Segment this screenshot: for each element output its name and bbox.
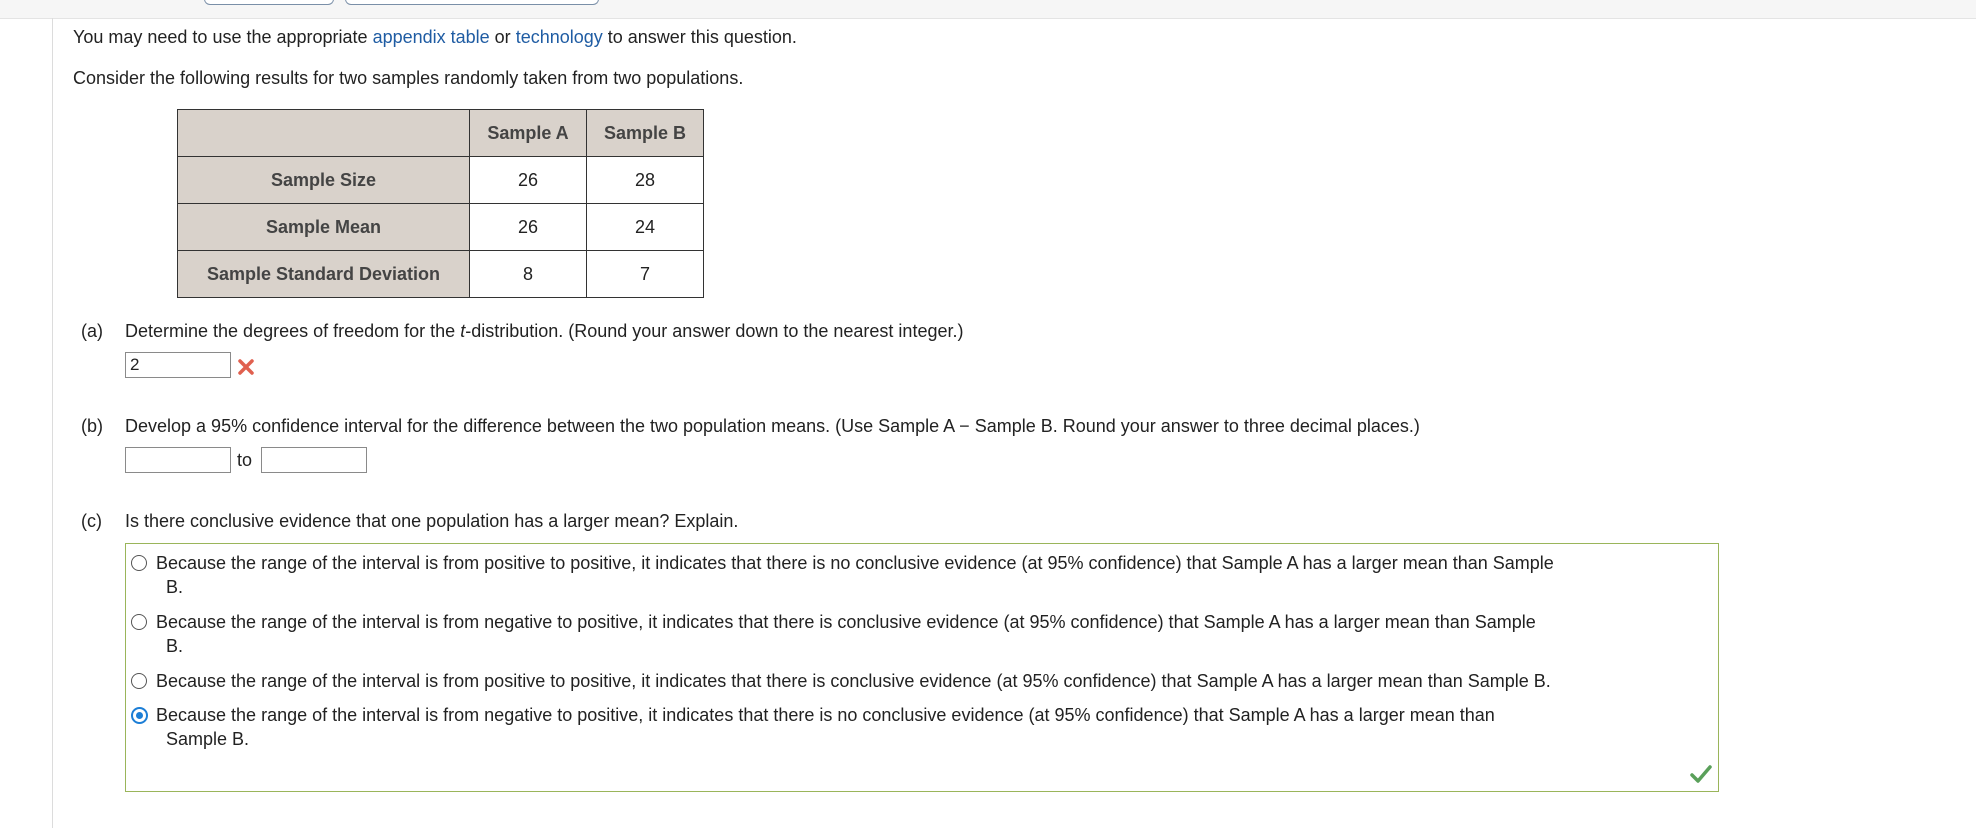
technology-link[interactable]: technology [515, 27, 603, 47]
samples-table [177, 109, 704, 298]
row-label-sample-mean: Sample Mean [178, 204, 470, 251]
table-header-sample-a: Sample A [470, 110, 587, 157]
table-header-corner [178, 110, 470, 157]
check-mark-icon [1690, 764, 1712, 784]
intro-text-pre: You may need to use the appropriate [73, 27, 373, 47]
cell-sample-size-a: 26 [470, 157, 587, 204]
table-row [178, 204, 704, 251]
choice-option-2[interactable] [156, 610, 1736, 658]
table-row [178, 157, 704, 204]
interval-upper-input[interactable] [261, 447, 367, 473]
choice-1-line-2: B. [166, 577, 184, 597]
toolbar-tab-2[interactable] [345, 0, 599, 5]
intro-text-post: to answer this question. [602, 27, 797, 47]
choice-3-line-1: Because the range of the interval is from positive to positive, it indicates that there is conclusive evidence (at 95% confidence) that Sample A has a larger mean than Sample B. [156, 671, 1551, 691]
part-a-text-pre: Determine the degrees of freedom for the [125, 321, 461, 341]
choice-radio-1[interactable] [131, 555, 147, 571]
intro-line-1 [73, 26, 797, 48]
table-header-sample-b: Sample B [587, 110, 704, 157]
part-b-label: (b) [81, 416, 103, 436]
intro-line-2: Consider the following results for two samples randomly taken from two populations. [73, 68, 744, 88]
choice-2-line-2: B. [166, 636, 184, 656]
part-c-label: (c) [81, 511, 102, 531]
choice-radio-2[interactable] [131, 614, 147, 630]
choice-2-line-1: Because the range of the interval is from negative to positive, it indicates that there is conclusive evidence (at 95% confidence) that Sample A has a larger mean than Sample [156, 612, 1536, 632]
row-label-sample-std-dev: Sample Standard Deviation [178, 251, 470, 298]
choice-option-3[interactable] [156, 669, 1736, 693]
x-mark-icon [236, 357, 256, 377]
toolbar-tab-1[interactable] [204, 0, 334, 5]
part-a-label: (a) [81, 321, 103, 341]
choice-4-line-1: Because the range of the interval is from negative to positive, it indicates that there is no conclusive evidence (at 95% confidence) that Sample A has a larger mean than [156, 705, 1495, 725]
part-b-question: Develop a 95% confidence interval for the difference between the two population means. (Use Sample A − Sample B. Round your answer to three decimal places.) [125, 416, 1420, 436]
cell-sample-std-dev-a: 8 [470, 251, 587, 298]
row-label-sample-size: Sample Size [178, 157, 470, 204]
choice-radio-4-selected[interactable] [131, 707, 148, 724]
choice-radio-3[interactable] [131, 673, 147, 689]
top-toolbar-strip [0, 0, 1976, 19]
choice-4-line-2: Sample B. [166, 729, 250, 749]
part-a-text-italic: t [460, 321, 466, 341]
intro-text-or: or [489, 27, 516, 47]
part-c-question: Is there conclusive evidence that one population has a larger mean? Explain. [125, 511, 739, 531]
part-a-question [125, 320, 963, 342]
degrees-of-freedom-input[interactable]: 2 [125, 352, 231, 378]
choice-option-1[interactable] [156, 551, 1736, 599]
table-header-row [178, 110, 704, 157]
cell-sample-mean-b: 24 [587, 204, 704, 251]
table-row [178, 251, 704, 298]
interval-connector: to [237, 450, 253, 470]
cell-sample-std-dev-b: 7 [587, 251, 704, 298]
cell-sample-mean-a: 26 [470, 204, 587, 251]
choice-option-4[interactable] [156, 703, 1736, 751]
appendix-table-link[interactable]: appendix table [372, 27, 490, 47]
left-divider [52, 18, 53, 828]
cell-sample-size-b: 28 [587, 157, 704, 204]
interval-lower-input[interactable] [125, 447, 231, 473]
choice-1-line-1: Because the range of the interval is from positive to positive, it indicates that there is no conclusive evidence (at 95% confidence) that Sample A has a larger mean than Sample [156, 553, 1554, 573]
part-a-text-post: -distribution. (Round your answer down to the nearest integer.) [465, 321, 964, 341]
